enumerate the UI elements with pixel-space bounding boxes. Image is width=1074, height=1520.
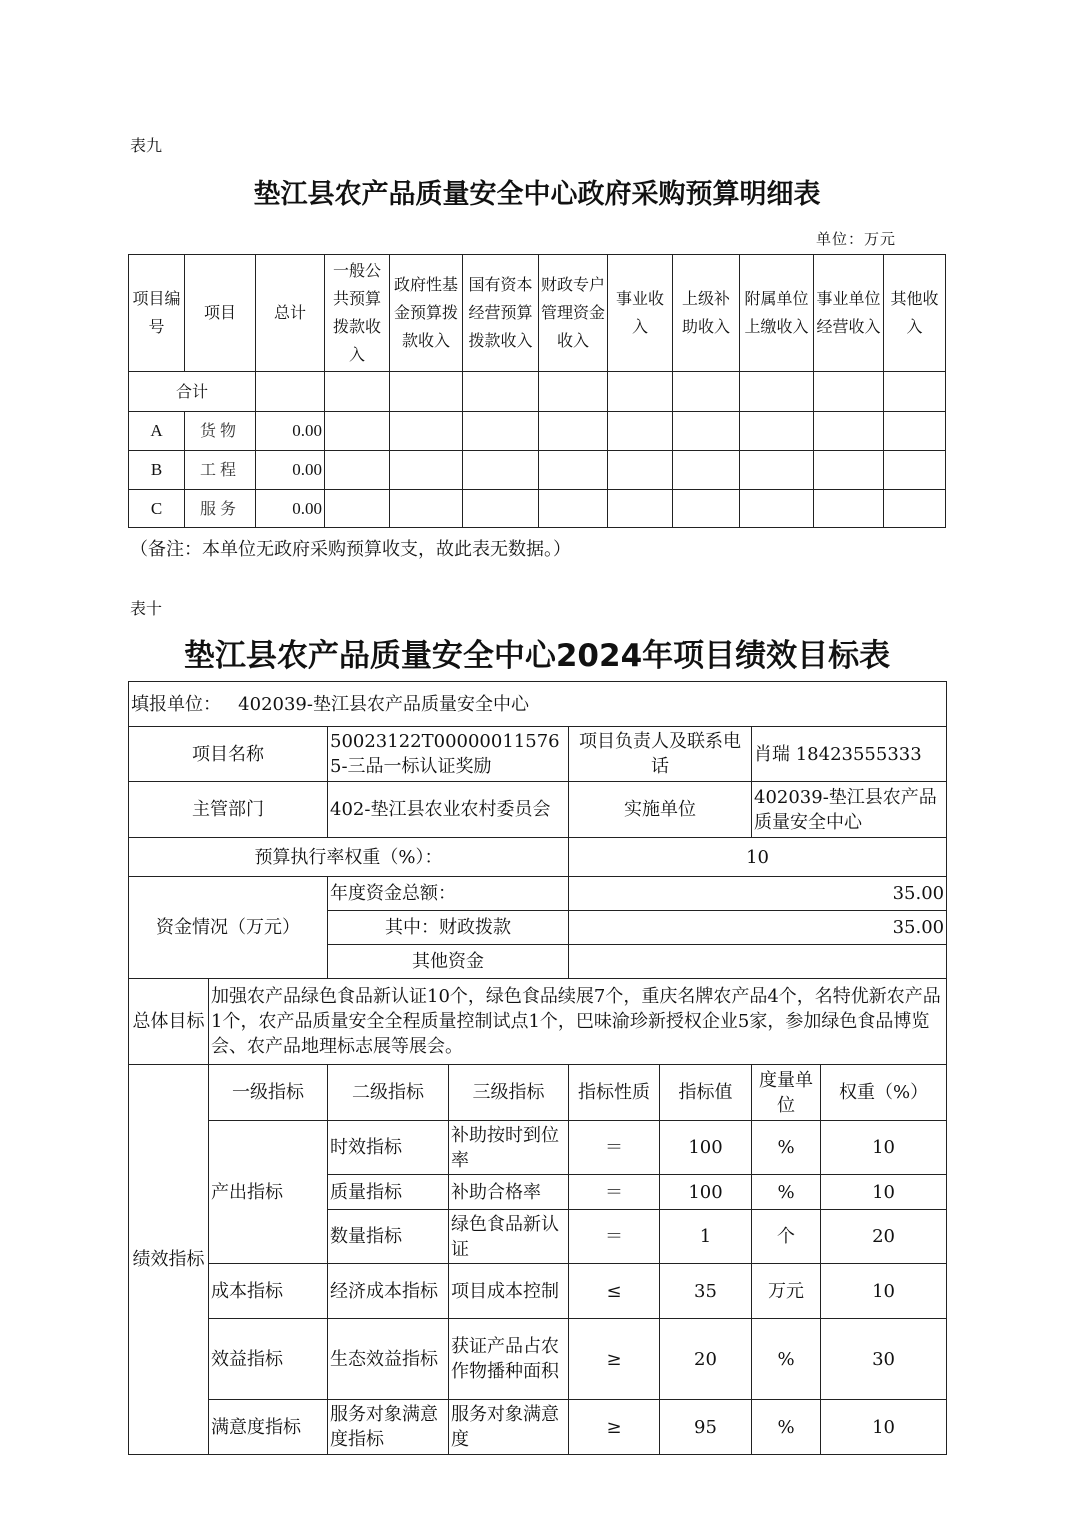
perf-l1: 满意度指标 (209, 1400, 328, 1455)
table-row (129, 1121, 947, 1175)
exec-weight-row (129, 838, 947, 877)
perf-value: 100 (660, 1175, 752, 1210)
row-code: C (129, 490, 185, 528)
perf-unit: % (752, 1175, 821, 1210)
table-row (129, 412, 946, 451)
perf-weight: 10 (821, 1121, 947, 1175)
annual-total-label: 年度资金总额： (328, 877, 569, 911)
contact-value: 肖瑞 18423555333 (752, 727, 947, 782)
perf-header-cell: 二级指标 (328, 1065, 449, 1121)
perf-l3: 项目成本控制 (449, 1264, 569, 1319)
header-cell: 总计 (256, 255, 325, 372)
perf-value: 1 (660, 1210, 752, 1264)
perf-l1: 产出指标 (209, 1121, 328, 1264)
project-name-row (129, 727, 947, 782)
header-cell: 附属单位上缴收入 (740, 255, 814, 372)
perf-label: 绩效指标 (129, 1065, 209, 1455)
filler-value: 402039-垫江县农产品质量安全中心 (238, 693, 529, 715)
perf-header-cell: 指标性质 (569, 1065, 660, 1121)
row-total: 0.00 (256, 451, 325, 490)
filler-label: 填报单位： (131, 693, 221, 715)
perf-l2: 时效指标 (328, 1121, 449, 1175)
project-name-label: 项目名称 (129, 727, 328, 782)
table-row (129, 451, 946, 490)
filler-row (129, 682, 947, 727)
header-cell: 一般公共预算拨款收入 (325, 255, 390, 372)
perf-header-cell: 指标值 (660, 1065, 752, 1121)
perf-weight: 10 (821, 1264, 947, 1319)
perf-weight: 30 (821, 1319, 947, 1400)
table9-label: 表九 (130, 136, 163, 155)
table10-title: 垫江县农产品质量安全中心2024年项目绩效目标表 (183, 638, 891, 674)
exec-weight-value: 10 (569, 838, 947, 877)
row-code: B (129, 451, 185, 490)
row-code: A (129, 412, 185, 451)
perf-l2: 数量指标 (328, 1210, 449, 1264)
perf-l1: 效益指标 (209, 1319, 328, 1400)
table9-unit: 单位：万元 (816, 230, 897, 248)
perf-value: 95 (660, 1400, 752, 1455)
perf-value: 35 (660, 1264, 752, 1319)
perf-weight: 10 (821, 1175, 947, 1210)
fiscal-label: 其中：财政拨款 (328, 911, 569, 945)
header-cell: 事业单位经营收入 (814, 255, 884, 372)
perf-l3: 绿色食品新认证 (449, 1210, 569, 1264)
perf-nature: ＝ (569, 1175, 660, 1210)
header-cell: 政府性基金预算拨款收入 (390, 255, 463, 372)
impl-value: 402039-垫江县农产品质量安全中心 (752, 782, 947, 838)
perf-l2: 经济成本指标 (328, 1264, 449, 1319)
perf-l2: 生态效益指标 (328, 1319, 449, 1400)
table9-note: （备注：本单位无政府采购预算收支，故此表无数据。） (130, 539, 571, 560)
table9-total-row (129, 372, 946, 412)
funds-row (129, 877, 947, 911)
exec-weight-label: 预算执行率权重（%）： (129, 838, 569, 877)
dept-row (129, 782, 947, 838)
row-name: 货物 (185, 412, 256, 451)
perf-unit: % (752, 1400, 821, 1455)
procurement-budget-table (128, 254, 946, 528)
header-cell: 项目 (185, 255, 256, 372)
project-name-value: 50023122T000000115765-三品一标认证奖励 (328, 727, 569, 782)
header-cell: 上级补助收入 (673, 255, 740, 372)
perf-unit: 个 (752, 1210, 821, 1264)
perf-nature: ＝ (569, 1210, 660, 1264)
table-row (129, 490, 946, 528)
header-cell: 事业收入 (608, 255, 673, 372)
perf-nature: ≥ (569, 1400, 660, 1455)
row-total: 0.00 (256, 412, 325, 451)
perf-l1: 成本指标 (209, 1264, 328, 1319)
funds-label: 资金情况（万元） (129, 877, 328, 979)
goal-text: 加强农产品绿色食品新认证10个，绿色食品续展7个，重庆名牌农产品4个，名特优新农产品1个，农产品质量安全全程质量控制试点1个，巴味渝珍新授权企业5家，参加绿色食品博览会、农产品地理标志展等展会。 (209, 979, 947, 1065)
row-total: 0.00 (256, 490, 325, 528)
table9-title: 垫江县农产品质量安全中心政府采购预算明细表 (253, 179, 821, 210)
perf-unit: % (752, 1121, 821, 1175)
perf-value: 20 (660, 1319, 752, 1400)
perf-weight: 20 (821, 1210, 947, 1264)
perf-l3: 补助按时到位率 (449, 1121, 569, 1175)
table-row (129, 1264, 947, 1319)
perf-l3: 补助合格率 (449, 1175, 569, 1210)
perf-unit: 万元 (752, 1264, 821, 1319)
perf-nature: ＝ (569, 1121, 660, 1175)
header-cell: 财政专户管理资金收入 (539, 255, 608, 372)
row-name: 服务 (185, 490, 256, 528)
header-cell: 国有资本经营预算拨款收入 (463, 255, 539, 372)
filler-cell (129, 682, 947, 727)
perf-weight: 10 (821, 1400, 947, 1455)
goal-label: 总体目标 (129, 979, 209, 1065)
table-row (129, 1400, 947, 1455)
annual-total-value: 35.00 (569, 877, 947, 911)
perf-l3: 服务对象满意度 (449, 1400, 569, 1455)
perf-header-row (129, 1065, 947, 1121)
performance-target-table (128, 681, 947, 1455)
perf-header-cell: 度量单位 (752, 1065, 821, 1121)
perf-header-cell: 一级指标 (209, 1065, 328, 1121)
perf-nature: ≥ (569, 1319, 660, 1400)
perf-l2: 质量指标 (328, 1175, 449, 1210)
perf-nature: ≤ (569, 1264, 660, 1319)
perf-l2: 服务对象满意度指标 (328, 1400, 449, 1455)
header-cell: 其他收入 (884, 255, 946, 372)
goal-row (129, 979, 947, 1065)
dept-value: 402-垫江县农业农村委员会 (328, 782, 569, 838)
fiscal-value: 35.00 (569, 911, 947, 945)
other-funds-value (569, 945, 947, 979)
perf-header-cell: 三级指标 (449, 1065, 569, 1121)
table9-header-row (129, 255, 946, 372)
perf-header-cell: 权重（%） (821, 1065, 947, 1121)
total-label: 合计 (129, 372, 256, 412)
impl-label: 实施单位 (569, 782, 752, 838)
header-cell: 项目编号 (129, 255, 185, 372)
table10-label: 表十 (130, 599, 163, 618)
other-funds-label: 其他资金 (328, 945, 569, 979)
row-name: 工程 (185, 451, 256, 490)
contact-label: 项目负责人及联系电话 (569, 727, 752, 782)
perf-l3: 获证产品占农作物播种面积 (449, 1319, 569, 1400)
dept-label: 主管部门 (129, 782, 328, 838)
table-row (129, 1319, 947, 1400)
perf-unit: % (752, 1319, 821, 1400)
perf-value: 100 (660, 1121, 752, 1175)
